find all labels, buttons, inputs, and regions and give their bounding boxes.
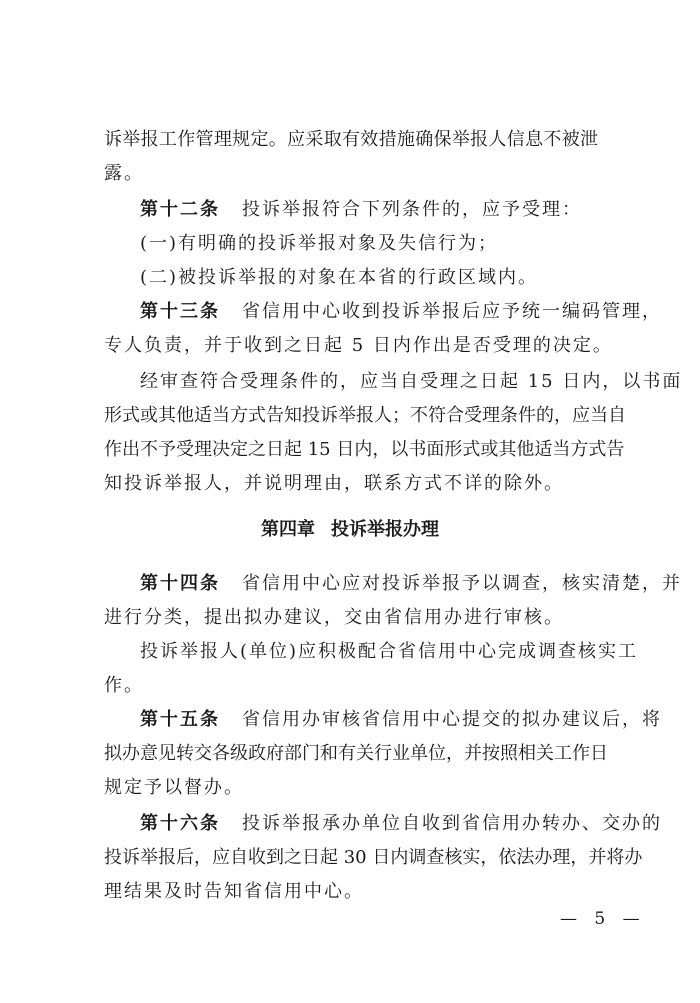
clause-1: (一)有明确的投诉举报对象及失信行为； <box>140 233 499 254</box>
article-13-title: 第十三条 <box>140 301 220 322</box>
article-15 <box>140 708 662 732</box>
paragraph-line: 专人负责，并于收到之日起 5 日内作出是否受理的决定。 <box>104 335 613 356</box>
paragraph-line: 知投诉举报人，并说明理由，联系方式不详的除外。 <box>104 473 564 494</box>
paragraph-line: 作出不予受理决定之日起 15 日内，以书面形式或其他适当方式告 <box>104 439 625 460</box>
article-15-title: 第十五条 <box>140 709 220 730</box>
article-16 <box>140 812 662 836</box>
paragraph-line: 理结果及时告知省信用中心。 <box>104 881 364 902</box>
article-13 <box>140 300 662 324</box>
article-15-text: 省信用办审核省信用中心提交的拟办建议后，将 <box>242 709 662 730</box>
paragraph-line: 进行分类，提出拟办建议，交由省信用办进行审核。 <box>104 607 564 628</box>
article-14 <box>140 572 682 596</box>
article-13-text: 省信用中心收到投诉举报后应予统一编码管理， <box>242 301 662 322</box>
article-12-text: 投诉举报符合下列条件的，应予受理： <box>242 199 582 220</box>
article-16-text: 投诉举报承办单位自收到省信用办转办、交办的 <box>242 813 662 834</box>
article-12-title: 第十二条 <box>140 199 220 220</box>
chapter-number: 第四章 <box>261 519 315 540</box>
chapter-heading <box>0 518 700 542</box>
article-12 <box>140 198 582 222</box>
article-16-title: 第十六条 <box>140 813 220 834</box>
chapter-title: 投诉举报办理 <box>331 519 439 540</box>
paragraph-line: 作。 <box>104 675 144 696</box>
paragraph-line: 投诉举报后，应自收到之日起 30 日内调查核实，依法办理，并将办 <box>104 847 643 868</box>
paragraph-line: 拟办意见转交各级政府部门和有关行业单位，并按照相关工作日 <box>104 743 608 764</box>
paragraph-line: 形式或其他适当方式告知投诉举报人；不符合受理条件的，应当自 <box>104 405 626 426</box>
paragraph-line: 规定予以督办。 <box>104 777 244 798</box>
paragraph-line: 诉举报工作管理规定。应采取有效措施确保举报人信息不被泄 <box>104 129 598 150</box>
paragraph-line: 露。 <box>104 163 144 184</box>
article-14-text: 省信用中心应对投诉举报予以调查，核实清楚，并 <box>242 573 682 594</box>
page-number: — 5 — <box>560 909 646 929</box>
article-14-title: 第十四条 <box>140 573 220 594</box>
paragraph-line: 经审查符合受理条件的，应当自受理之日起 15 日内，以书面 <box>140 371 683 392</box>
clause-2: (二)被投诉举报的对象在本省的行政区域内。 <box>140 267 539 288</box>
paragraph-line: 投诉举报人(单位)应积极配合省信用中心完成调查核实工 <box>140 641 639 662</box>
